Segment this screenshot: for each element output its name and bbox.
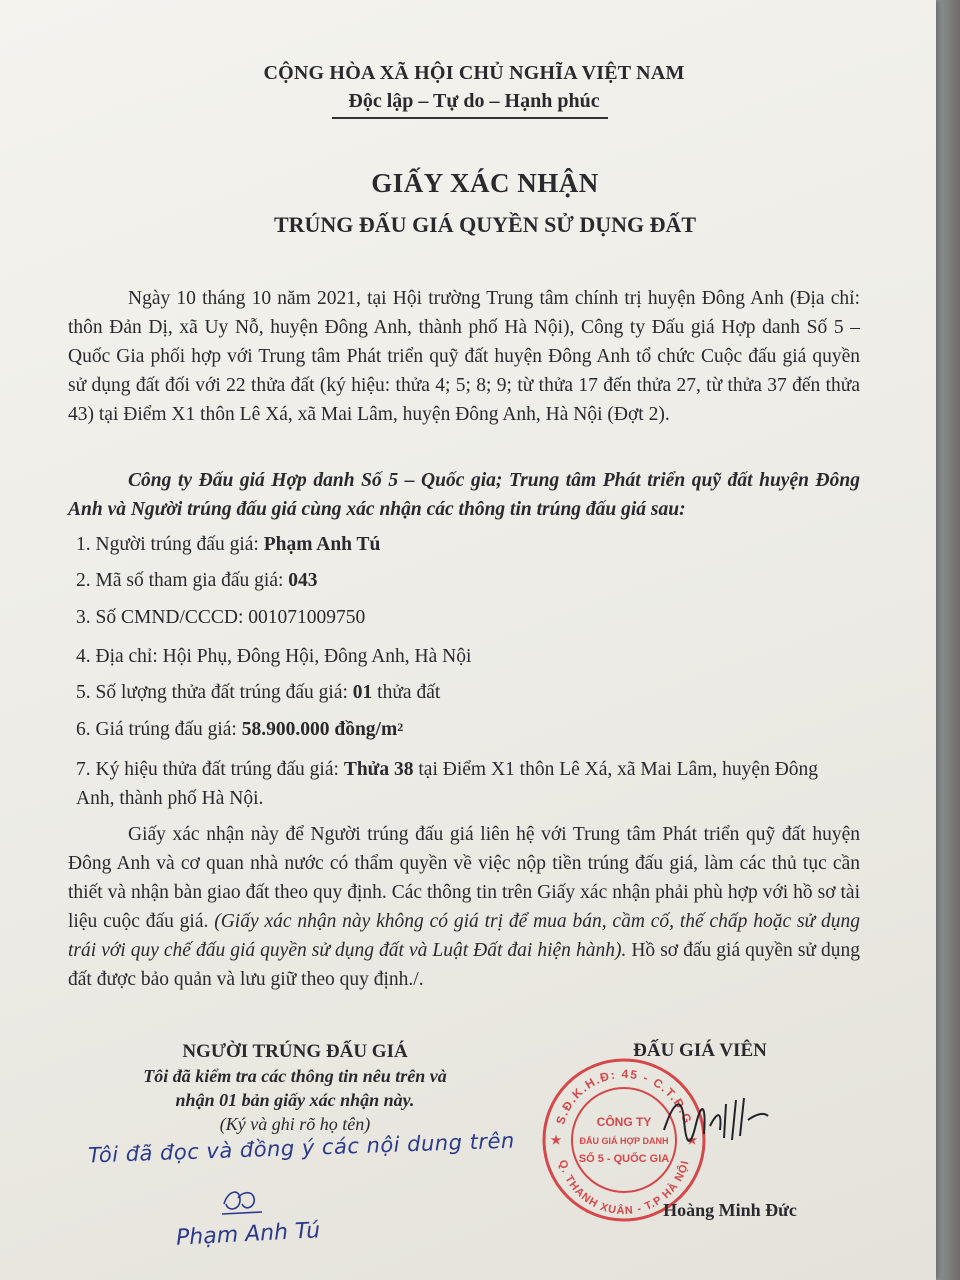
item-label: 1. Người trúng đấu giá: (76, 534, 264, 555)
closing-text-italic: (Giấy xác nhận này không có giá trị để mua bán, cầm cố, thế chấp hoặc sử dụng trái với quy chế đấu giá quyền sử dụng đất và Luật Đất đai hiện hành). (68, 911, 860, 961)
item-label: 5. Số lượng thửa đất trúng đấu giá: (76, 682, 353, 703)
stamp-outer-text: S.Đ.K.H.Đ: 45 - C.T.Đ.G (553, 1066, 695, 1127)
closing-paragraph (68, 820, 860, 994)
stamp-line3: SỐ 5 - QUỐC GIA (578, 1153, 670, 1165)
item-winner (76, 530, 856, 559)
handwritten-initials-icon (218, 1184, 266, 1218)
item-suffix: thửa đất (372, 682, 441, 703)
item-value: 58.900.000 đồng/m (241, 719, 398, 740)
national-motto: Độc lập – Tự do – Hạnh phúc (348, 90, 600, 112)
motto-underline (332, 117, 608, 119)
winner-sign-note: (Ký và ghi rõ họ tên) (219, 1114, 371, 1134)
document-title: GIẤY XÁC NHẬN (371, 168, 599, 198)
item-plot-count (76, 678, 856, 707)
item-superscript: 2 (397, 720, 404, 734)
item-label: 4. Địa chỉ: Hội Phụ, Đông Hội, Đông Anh, Hà Nội (76, 646, 472, 667)
stamp-bottom-text: Q. THANH XUÂN - T.P HÀ NỘI (556, 1158, 692, 1218)
document-subtitle: TRÚNG ĐẤU GIÁ QUYỀN SỬ DỤNG ĐẤT (273, 212, 697, 237)
stamp-line1: CÔNG TY (596, 1115, 652, 1129)
confirmation-paragraph: Công ty Đấu giá Hợp danh Số 5 – Quốc gia; Trung tâm Phát triển quỹ đất huyện Đông Anh và Người trúng đấu giá cùng xác nhận các thông tin trúng đấu giá sau: (68, 470, 860, 520)
national-title: CỘNG HÒA XÃ HỘI CHỦ NGHĨA VIỆT NAM (263, 62, 685, 84)
closing-text-a: Giấy xác nhận này để Người trúng đấu giá liên hệ với Trung tâm Phát triển quỹ đất huyện Đông Anh và cơ quan nhà nước có thẩm quyền về việc nộp tiền trúng đấu giá, làm các thủ tục cần thiết và nhận bàn giao đất theo quy định. Các thông tin trên Giấy xác nhận phải phù hợp với hồ sơ tài liệu cuộc đấu giá. (68, 824, 860, 932)
item-label: 6. Giá trúng đấu giá: (76, 719, 242, 740)
item-suffix: tại Điểm X1 thôn Lê Xá, xã Mai Lâm, huyện Đông Anh, thành phố Hà Nội. (76, 759, 819, 809)
item-value: Phạm Anh Tú (263, 534, 381, 555)
item-value: 01 (352, 682, 373, 703)
winner-signature-block (120, 1040, 470, 1136)
winner-heading: NGƯỜI TRÚNG ĐẤU GIÁ (182, 1041, 408, 1062)
item-value: Thửa 38 (343, 759, 414, 780)
svg-text:★: ★ (550, 1133, 562, 1147)
item-winning-price (76, 715, 856, 744)
stamp-line2: ĐẤU GIÁ HỢP DANH (579, 1136, 669, 1146)
auctioneer-heading: ĐẤU GIÁ VIÊN (633, 1040, 767, 1061)
handwritten-statement: Tôi đã đọc và đồng ý các nội dung trên (87, 1128, 516, 1168)
winner-statement-line2: nhận 01 bản giấy xác nhận này. (175, 1090, 415, 1110)
item-label: 3. Số CMND/CCCD: 001071009750 (76, 607, 366, 628)
intro-paragraph: Ngày 10 tháng 10 năm 2021, tại Hội trường Trung tâm chính trị huyện Đông Anh (Địa chỉ: thôn Đản Dị, xã Uy Nỗ, huyện Đông Anh, thành phố Hà Nội), Công ty Đấu giá Hợp danh Số 5 – Quốc Gia phối hợp với Trung tâm Phát triển quỹ đất huyện Đông Anh tổ chức Cuộc đấu giá quyền sử dụng đất đối với 22 thửa đất (ký hiệu: thửa 4; 5; 8; 9; từ thửa 17 đến thửa 27, từ thửa 37 đến thửa 43) tại Điểm X1 thôn Lê Xá, xã Mai Lâm, huyện Đông Anh, Hà Nội (Đợt 2). (68, 288, 860, 425)
item-value: 043 (288, 570, 318, 591)
auctioneer-name: Hoàng Minh Đức (663, 1200, 797, 1220)
item-id-number (76, 603, 856, 632)
svg-text:★: ★ (686, 1133, 698, 1147)
winner-statement-line1: Tôi đã kiểm tra các thông tin nêu trên và (143, 1066, 447, 1086)
item-label: 2. Mã số tham gia đấu giá: (76, 570, 289, 591)
handwritten-name: Phạm Anh Tú (175, 1218, 321, 1251)
item-participant-code (76, 566, 856, 595)
item-plot-symbol (76, 755, 856, 813)
item-address (76, 642, 856, 671)
auctioneer-signature-icon (660, 1090, 770, 1160)
closing-text-c: Hồ sơ đấu giá quyền sử dụng đất được bảo quản và lưu giữ theo quy định./. (68, 940, 860, 990)
item-label: 7. Ký hiệu thửa đất trúng đấu giá: (76, 759, 344, 780)
